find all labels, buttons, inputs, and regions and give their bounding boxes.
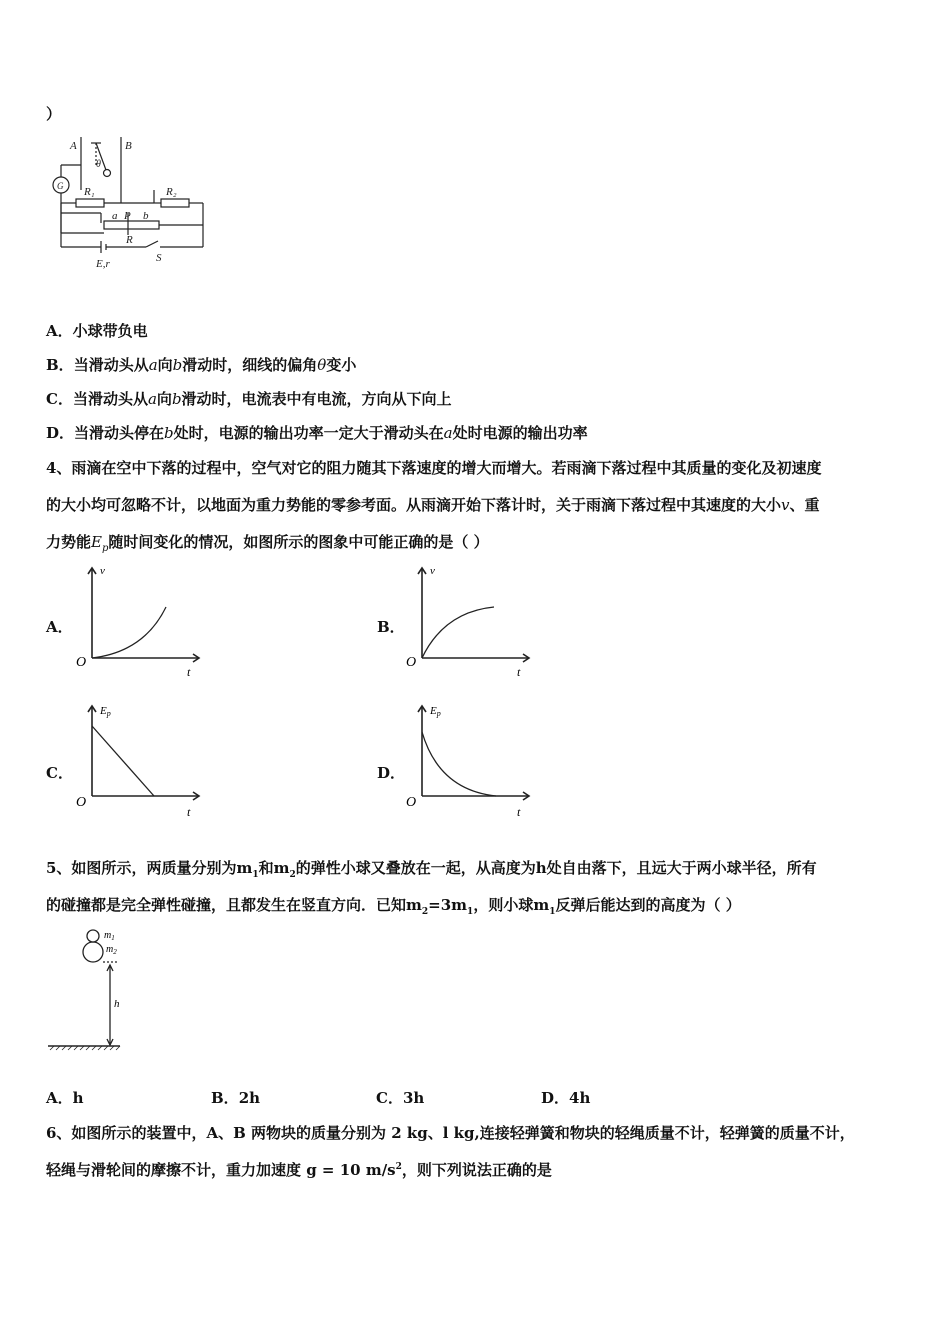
q4-graph-d[interactable] — [404, 700, 534, 820]
var-E: E — [91, 533, 102, 551]
option-text: 小球带负电 — [72, 322, 148, 340]
option-text: 变小 — [326, 356, 357, 374]
svg-text:E,r: E,r — [96, 258, 110, 270]
text: 力势能 — [46, 533, 92, 551]
text: 轻绳与滑轮间的摩擦不计，重力加速度 g = 10 m/s — [46, 1161, 396, 1179]
q6-text-line2 — [46, 1159, 552, 1180]
option-text: 滑动时，电流表中有电流，方向从下向上 — [181, 390, 452, 408]
text: 处自由落下，且远大于两小球半径，所有 — [546, 859, 817, 877]
x-axis-label: t — [517, 805, 521, 819]
svg-text:b: b — [143, 210, 149, 222]
ep-sub: p — [106, 709, 111, 718]
option-label: D． — [541, 1089, 570, 1107]
origin-label: O — [76, 655, 87, 670]
q4-option-b-label[interactable]: B． — [377, 618, 405, 636]
label-m2: $m_2$ — [106, 944, 117, 956]
option-label: B． — [211, 1089, 239, 1107]
q5-option-b[interactable] — [211, 1087, 260, 1108]
sup-2: 2 — [395, 1162, 402, 1172]
option-text: 滑动时，细线的偏角 — [182, 356, 318, 374]
var-h: h — [535, 859, 547, 877]
q4-graph-c[interactable] — [74, 700, 204, 820]
option-text: 4h — [569, 1089, 591, 1107]
var-m2: m — [406, 896, 422, 914]
option-text: 当滑动头停在 — [74, 424, 165, 442]
q3-option-d[interactable] — [46, 422, 588, 443]
text: 反弹后能达到的高度为（ ） — [555, 896, 741, 914]
q3-option-b[interactable] — [46, 354, 356, 375]
sub-1: 1 — [467, 907, 474, 917]
option-text: 当滑动头从 — [72, 390, 148, 408]
label-m1: $m_1$ — [104, 930, 115, 942]
svg-text:R₁: R₁ — [84, 186, 95, 198]
q4-text-line3 — [46, 531, 489, 554]
origin-label: O — [406, 795, 417, 810]
svg-text:S: S — [156, 252, 162, 264]
option-label: D． — [46, 424, 75, 442]
var-a: a — [147, 390, 157, 408]
q3-option-a[interactable] — [46, 320, 148, 341]
origin-label: O — [76, 795, 87, 810]
q3-circuit-figure — [46, 135, 216, 270]
x-axis-label: t — [187, 805, 191, 819]
y-axis-label: v — [430, 565, 435, 577]
ep-sub: p — [436, 709, 441, 718]
text: 、重 — [789, 496, 820, 514]
q4-option-a-label[interactable]: A． — [46, 618, 73, 636]
ep-E: E — [430, 705, 437, 717]
text: ，则小球 — [473, 896, 534, 914]
var-b: b — [172, 356, 183, 374]
var-m2: m — [273, 859, 290, 877]
text: ，则下列说法正确的是 — [401, 1161, 552, 1179]
var-a: a — [443, 424, 453, 442]
svg-text:A: A — [70, 140, 77, 152]
var-b: b — [164, 424, 174, 442]
text: 随时间变化的情况，如图所示的图象中可能正确的是（ ） — [108, 533, 489, 551]
option-text: 当滑动头从 — [73, 356, 149, 374]
option-text: 3h — [402, 1089, 425, 1107]
option-text: h — [72, 1089, 84, 1107]
svg-text:a: a — [112, 210, 118, 222]
q4-text-line1: 4、雨滴在空中下落的过程中，空气对它的阻力随其下落速度的增大而增大。若雨滴下落过程中其质量的变化及初速度 — [46, 459, 822, 477]
option-label: C． — [46, 390, 73, 408]
q3-closing-paren: ） — [46, 105, 62, 123]
sub-p: p — [101, 543, 109, 554]
option-text: 处时电源的输出功率 — [452, 424, 588, 442]
x-axis-label: t — [517, 665, 521, 679]
svg-text:G: G — [57, 181, 64, 191]
q3-option-c[interactable] — [46, 388, 452, 409]
text: 和 — [258, 859, 274, 877]
q5-text-line1 — [46, 857, 817, 880]
ep-E: E — [100, 705, 107, 717]
svg-text:θ: θ — [96, 159, 101, 170]
sub-2: 2 — [289, 870, 296, 880]
y-axis-label — [429, 705, 441, 718]
option-text: 处时，电源的输出功率一定大于滑动头在 — [173, 424, 444, 442]
var-m1: m — [236, 859, 253, 877]
option-label: C． — [376, 1089, 403, 1107]
option-text: 向 — [156, 390, 172, 408]
label-m2-sub: 2 — [113, 948, 117, 956]
q4-text-line2 — [46, 494, 820, 515]
q5-balls-figure — [46, 925, 136, 1055]
q5-option-c[interactable] — [376, 1087, 424, 1108]
option-label: B． — [46, 356, 74, 374]
text: 5、如图所示，两质量分别为 — [46, 859, 237, 877]
var-m1: m — [533, 896, 550, 914]
var-theta: θ — [317, 356, 327, 374]
svg-text:R: R — [126, 234, 133, 246]
var-v: v — [781, 496, 790, 514]
q4-option-c-label[interactable]: C． — [46, 764, 73, 782]
option-label: A． — [46, 1089, 73, 1107]
q4-graph-b[interactable] — [404, 562, 534, 682]
option-text: 向 — [157, 356, 173, 374]
svg-text:R₂: R₂ — [166, 186, 177, 198]
sub-2: 2 — [421, 907, 429, 917]
text: 的弹性小球又叠放在一起，从高度为 — [295, 859, 536, 877]
q4-graph-a[interactable] — [74, 562, 204, 682]
origin-label: O — [406, 655, 417, 670]
q6-text-line1: 6、如图所示的装置中，A、B 两物块的质量分别为 2 kg、l kg,连接轻弹簧和物块的轻绳质量不计，轻弹簧的质量不计， — [46, 1124, 855, 1142]
equation: =3m — [428, 896, 468, 914]
svg-text:B: B — [125, 140, 132, 152]
sub-1: 1 — [252, 870, 259, 880]
svg-text:P: P — [124, 210, 131, 222]
q5-option-a[interactable] — [46, 1087, 84, 1108]
q5-text-line2 — [46, 894, 741, 917]
text: 的碰撞都是完全弹性碰撞，且都发生在竖直方向．已知 — [46, 896, 407, 914]
var-b: b — [171, 390, 182, 408]
var-a: a — [148, 356, 158, 374]
q4-option-d-label[interactable]: D． — [377, 764, 406, 782]
label-m1-sub: 1 — [111, 934, 115, 942]
q5-option-d[interactable] — [541, 1087, 590, 1108]
text: 的大小均可忽略不计，以地面为重力势能的零参考面。从雨滴开始下落计时，关于雨滴下落过程中其速度的大小 — [46, 496, 782, 514]
sub-1: 1 — [549, 907, 556, 917]
y-axis-label — [99, 705, 111, 718]
option-text: 2h — [238, 1089, 261, 1107]
option-label: A． — [46, 322, 73, 340]
x-axis-label: t — [187, 665, 191, 679]
y-axis-label: v — [100, 565, 105, 577]
label-h: h — [114, 998, 120, 1010]
